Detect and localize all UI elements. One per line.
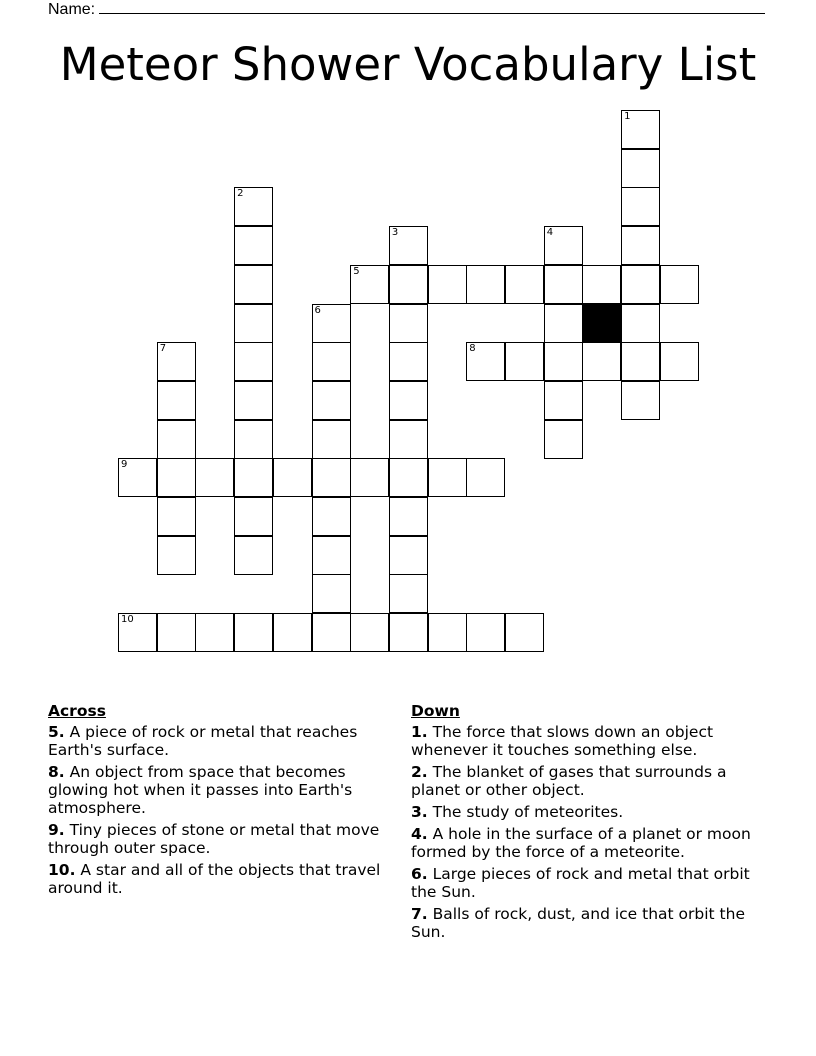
grid-cell[interactable]	[157, 497, 196, 536]
grid-cell[interactable]	[544, 304, 583, 343]
down-clue	[411, 905, 771, 941]
grid-cell[interactable]	[621, 149, 660, 188]
grid-cell[interactable]	[466, 458, 505, 497]
grid-cell[interactable]	[312, 304, 351, 343]
across-clue	[48, 861, 393, 897]
name-label: Name:	[48, 1, 96, 18]
across-heading: Across	[48, 702, 106, 720]
grid-cell[interactable]	[505, 265, 544, 304]
grid-cell[interactable]	[544, 420, 583, 459]
clue-number-label: 2	[237, 188, 244, 200]
grid-cell[interactable]	[118, 613, 157, 652]
grid-cell[interactable]	[389, 304, 428, 343]
grid-cell[interactable]	[621, 304, 660, 343]
grid-cell[interactable]	[234, 342, 273, 381]
grid-cell[interactable]	[157, 381, 196, 420]
clue-number-label: 4	[546, 227, 554, 239]
across-clue-list	[48, 723, 393, 897]
grid-cell[interactable]	[157, 536, 196, 575]
grid-cell[interactable]	[157, 613, 196, 652]
across-clue	[48, 821, 393, 857]
across-clue	[48, 723, 393, 759]
down-clue-list	[411, 723, 771, 941]
grid-cell[interactable]	[505, 613, 544, 652]
clue-number-label: 8	[469, 343, 476, 355]
grid-cell[interactable]	[389, 613, 428, 652]
grid-cell[interactable]	[389, 420, 428, 459]
grid-cell[interactable]	[234, 381, 273, 420]
grid-cell[interactable]	[312, 613, 351, 652]
grid-block-cell	[582, 304, 621, 343]
grid-cell[interactable]	[466, 265, 505, 304]
grid-cell[interactable]	[621, 265, 660, 304]
down-clue	[411, 803, 771, 821]
clue-text: A star and all of the objects that travel around it.	[48, 861, 381, 897]
grid-cell[interactable]	[157, 458, 196, 497]
grid-cell[interactable]	[312, 342, 351, 381]
clue-text: Balls of rock, dust, and ice that orbit the Sun.	[411, 905, 745, 941]
grid-cell[interactable]	[544, 381, 583, 420]
grid-cell[interactable]	[389, 226, 428, 265]
grid-cell[interactable]	[350, 613, 389, 652]
clue-number-label: 3	[391, 227, 399, 239]
grid-cell[interactable]	[505, 342, 544, 381]
down-clue	[411, 763, 771, 799]
grid-cell[interactable]	[389, 574, 428, 613]
grid-cell[interactable]	[621, 226, 660, 265]
clue-text: The blanket of gases that surrounds a planet or other object.	[411, 763, 727, 799]
grid-cell[interactable]	[466, 342, 505, 381]
down-clues	[411, 702, 771, 945]
down-clue	[411, 865, 771, 901]
clue-number: 7.	[411, 905, 428, 923]
grid-cell[interactable]	[544, 226, 583, 265]
grid-cell[interactable]	[273, 613, 312, 652]
grid-cell[interactable]	[660, 265, 699, 304]
across-clues	[48, 702, 393, 901]
page-title: Meteor Shower Vocabulary List	[59, 38, 757, 91]
grid-cell[interactable]	[234, 458, 273, 497]
grid-cell[interactable]	[466, 613, 505, 652]
clue-number: 4.	[411, 825, 428, 843]
grid-cell[interactable]	[428, 613, 467, 652]
grid-cell[interactable]	[621, 381, 660, 420]
grid-cell[interactable]	[312, 497, 351, 536]
grid-cell[interactable]	[273, 458, 312, 497]
grid-cell[interactable]	[389, 458, 428, 497]
clue-text: An object from space that becomes glowing hot when it passes into Earth's atmosphere.	[48, 763, 353, 817]
clue-number-label: 5	[353, 265, 360, 277]
clue-number: 3.	[411, 803, 428, 821]
grid-cell[interactable]	[389, 265, 428, 304]
grid-cell[interactable]	[118, 458, 157, 497]
grid-cell[interactable]	[195, 613, 234, 652]
down-heading: Down	[411, 702, 460, 720]
grid-cell[interactable]	[234, 536, 273, 575]
across-clue	[48, 763, 393, 817]
grid-cell[interactable]	[350, 458, 389, 497]
clue-text: Large pieces of rock and metal that orbit the Sun.	[411, 865, 750, 901]
grid-cell[interactable]	[195, 458, 234, 497]
clue-number-label: 9	[121, 459, 128, 471]
grid-cell[interactable]	[544, 265, 583, 304]
down-clue	[411, 723, 771, 759]
clue-number-label: 7	[159, 343, 167, 355]
grid-cell[interactable]	[350, 265, 389, 304]
clue-number-label: 1	[624, 111, 631, 122]
grid-cell[interactable]	[582, 342, 621, 381]
grid-cell[interactable]	[660, 342, 699, 381]
clue-number-label: 6	[314, 304, 321, 316]
grid-cell[interactable]	[544, 342, 583, 381]
grid-cell[interactable]	[234, 187, 273, 226]
clue-text: Tiny pieces of stone or metal that move through outer space.	[48, 821, 380, 857]
grid-cell[interactable]	[234, 613, 273, 652]
grid-cell[interactable]	[621, 342, 660, 381]
grid-cell[interactable]	[312, 574, 351, 613]
grid-cell[interactable]	[312, 458, 351, 497]
grid-cell[interactable]	[234, 497, 273, 536]
grid-cell[interactable]	[428, 265, 467, 304]
grid-cell[interactable]	[234, 265, 273, 304]
grid-cell[interactable]	[234, 304, 273, 343]
clue-text: The force that slows down an object whenever it touches something else.	[411, 723, 714, 759]
grid-cell[interactable]	[621, 187, 660, 226]
clue-number: 9.	[48, 821, 65, 839]
grid-cell[interactable]	[312, 420, 351, 459]
grid-cell[interactable]	[428, 458, 467, 497]
grid-cell[interactable]	[389, 342, 428, 381]
down-clue	[411, 825, 771, 861]
grid-cell[interactable]	[621, 110, 660, 149]
clue-text: A piece of rock or metal that reaches Earth's surface.	[48, 723, 358, 759]
clue-number: 5.	[48, 723, 65, 741]
grid-cell[interactable]	[389, 497, 428, 536]
grid-cell[interactable]	[157, 420, 196, 459]
grid-cell[interactable]	[234, 420, 273, 459]
clue-number: 6.	[411, 865, 428, 883]
clue-number: 2.	[411, 763, 428, 781]
grid-cell[interactable]	[312, 536, 351, 575]
clue-number-label: 10	[121, 614, 134, 626]
grid-cell[interactable]	[234, 226, 273, 265]
clue-number: 1.	[411, 723, 428, 741]
clue-text: The study of meteorites.	[427, 803, 624, 821]
grid-cell[interactable]	[389, 536, 428, 575]
grid-cell[interactable]	[389, 381, 428, 420]
grid-cell[interactable]	[312, 381, 351, 420]
grid-cell[interactable]	[582, 265, 621, 304]
grid-cell[interactable]	[157, 342, 196, 381]
clue-text: A hole in the surface of a planet or moon formed by the force of a meteorite.	[411, 825, 751, 861]
clue-number: 10.	[48, 861, 76, 879]
clue-number: 8.	[48, 763, 65, 781]
